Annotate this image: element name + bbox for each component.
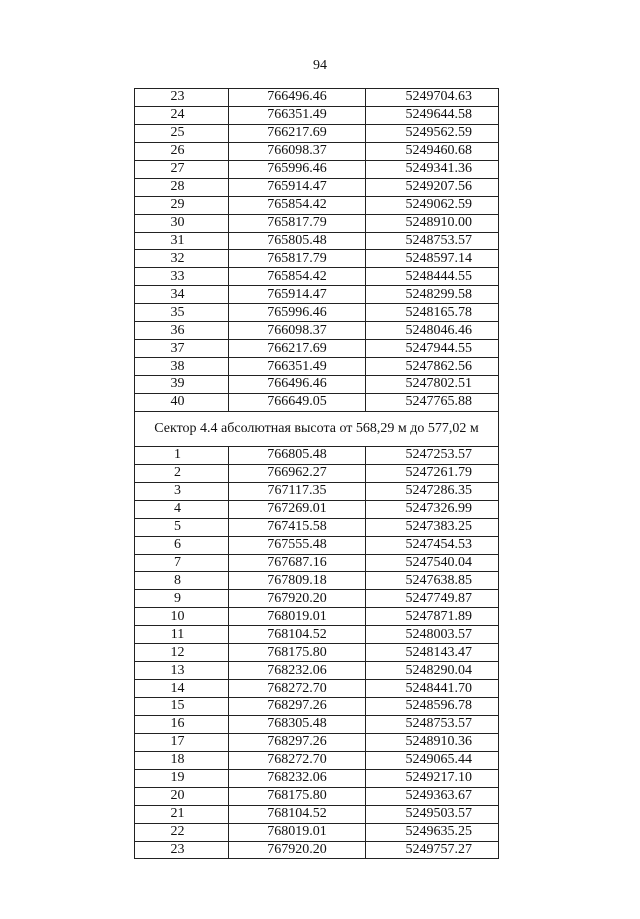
y-coordinate: 5247871.89 — [366, 608, 499, 626]
y-coordinate: 5248441.70 — [366, 680, 499, 698]
x-coordinate: 766351.49 — [229, 106, 366, 124]
point-number: 17 — [135, 733, 229, 751]
table-row — [135, 464, 499, 482]
x-coordinate: 765996.46 — [229, 304, 366, 322]
table-row — [135, 106, 499, 124]
y-coordinate: 5249207.56 — [366, 178, 499, 196]
point-number: 13 — [135, 662, 229, 680]
point-number: 39 — [135, 376, 229, 394]
point-number: 23 — [135, 841, 229, 859]
y-coordinate: 5247540.04 — [366, 554, 499, 572]
table-row — [135, 823, 499, 841]
x-coordinate: 766098.37 — [229, 142, 366, 160]
x-coordinate: 768019.01 — [229, 823, 366, 841]
y-coordinate: 5249644.58 — [366, 106, 499, 124]
table-row — [135, 769, 499, 787]
table-row — [135, 142, 499, 160]
page-number: 94 — [313, 58, 327, 73]
table-row — [135, 250, 499, 268]
y-coordinate: 5247862.56 — [366, 358, 499, 376]
point-number: 33 — [135, 268, 229, 286]
x-coordinate: 766496.46 — [229, 376, 366, 394]
point-number: 36 — [135, 322, 229, 340]
point-number: 23 — [135, 89, 229, 107]
x-coordinate: 766217.69 — [229, 340, 366, 358]
table-row — [135, 268, 499, 286]
point-number: 37 — [135, 340, 229, 358]
point-number: 25 — [135, 124, 229, 142]
table-row — [135, 446, 499, 464]
y-coordinate: 5248143.47 — [366, 644, 499, 662]
table-row — [135, 572, 499, 590]
x-coordinate: 765914.47 — [229, 178, 366, 196]
x-coordinate: 767117.35 — [229, 482, 366, 500]
table-row — [135, 358, 499, 376]
point-number: 3 — [135, 482, 229, 500]
table-row — [135, 178, 499, 196]
table-row — [135, 536, 499, 554]
table-row — [135, 698, 499, 716]
x-coordinate: 768104.52 — [229, 626, 366, 644]
table-row — [135, 841, 499, 859]
table-row — [135, 482, 499, 500]
x-coordinate: 765854.42 — [229, 196, 366, 214]
coordinates-table — [134, 88, 499, 859]
x-coordinate: 768297.26 — [229, 698, 366, 716]
x-coordinate: 768175.80 — [229, 644, 366, 662]
x-coordinate: 766649.05 — [229, 393, 366, 411]
x-coordinate: 768297.26 — [229, 733, 366, 751]
x-coordinate: 767269.01 — [229, 500, 366, 518]
point-number: 29 — [135, 196, 229, 214]
x-coordinate: 768272.70 — [229, 751, 366, 769]
table-row — [135, 89, 499, 107]
x-coordinate: 767920.20 — [229, 841, 366, 859]
y-coordinate: 5247253.57 — [366, 446, 499, 464]
y-coordinate: 5249704.63 — [366, 89, 499, 107]
y-coordinate: 5249562.59 — [366, 124, 499, 142]
table-row — [135, 608, 499, 626]
x-coordinate: 768272.70 — [229, 680, 366, 698]
point-number: 7 — [135, 554, 229, 572]
point-number: 35 — [135, 304, 229, 322]
x-coordinate: 766098.37 — [229, 322, 366, 340]
y-coordinate: 5249065.44 — [366, 751, 499, 769]
x-coordinate: 765854.42 — [229, 268, 366, 286]
table-row — [135, 160, 499, 178]
table-row — [135, 805, 499, 823]
y-coordinate: 5248753.57 — [366, 715, 499, 733]
point-number: 16 — [135, 715, 229, 733]
point-number: 18 — [135, 751, 229, 769]
y-coordinate: 5248165.78 — [366, 304, 499, 322]
table-row — [135, 393, 499, 411]
point-number: 6 — [135, 536, 229, 554]
table-row — [135, 644, 499, 662]
x-coordinate: 767809.18 — [229, 572, 366, 590]
sector-heading: Сектор 4.4 абсолютная высота от 568,29 м до 577,02 м — [135, 411, 499, 446]
table-row — [135, 286, 499, 304]
point-number: 5 — [135, 518, 229, 536]
y-coordinate: 5249460.68 — [366, 142, 499, 160]
table-row — [135, 626, 499, 644]
x-coordinate: 767687.16 — [229, 554, 366, 572]
y-coordinate: 5248910.00 — [366, 214, 499, 232]
y-coordinate: 5248046.46 — [366, 322, 499, 340]
x-coordinate: 768232.06 — [229, 769, 366, 787]
point-number: 19 — [135, 769, 229, 787]
table-row — [135, 376, 499, 394]
y-coordinate: 5249363.67 — [366, 787, 499, 805]
x-coordinate: 767920.20 — [229, 590, 366, 608]
point-number: 20 — [135, 787, 229, 805]
point-number: 21 — [135, 805, 229, 823]
y-coordinate: 5247286.35 — [366, 482, 499, 500]
point-number: 2 — [135, 464, 229, 482]
y-coordinate: 5247749.87 — [366, 590, 499, 608]
x-coordinate: 768232.06 — [229, 662, 366, 680]
point-number: 28 — [135, 178, 229, 196]
x-coordinate: 768175.80 — [229, 787, 366, 805]
coordinates-table-section-b — [135, 446, 499, 859]
y-coordinate: 5247383.25 — [366, 518, 499, 536]
y-coordinate: 5247765.88 — [366, 393, 499, 411]
table-row — [135, 751, 499, 769]
y-coordinate: 5249635.25 — [366, 823, 499, 841]
y-coordinate: 5247638.85 — [366, 572, 499, 590]
y-coordinate: 5249217.10 — [366, 769, 499, 787]
y-coordinate: 5248597.14 — [366, 250, 499, 268]
x-coordinate: 765817.79 — [229, 214, 366, 232]
x-coordinate: 768305.48 — [229, 715, 366, 733]
y-coordinate: 5248753.57 — [366, 232, 499, 250]
x-coordinate: 766496.46 — [229, 89, 366, 107]
x-coordinate: 766962.27 — [229, 464, 366, 482]
point-number: 4 — [135, 500, 229, 518]
point-number: 40 — [135, 393, 229, 411]
table-row — [135, 196, 499, 214]
x-coordinate: 765996.46 — [229, 160, 366, 178]
x-coordinate: 765914.47 — [229, 286, 366, 304]
point-number: 38 — [135, 358, 229, 376]
table-row — [135, 322, 499, 340]
point-number: 9 — [135, 590, 229, 608]
point-number: 22 — [135, 823, 229, 841]
table-row — [135, 500, 499, 518]
point-number: 30 — [135, 214, 229, 232]
table-row — [135, 680, 499, 698]
x-coordinate: 766805.48 — [229, 446, 366, 464]
point-number: 10 — [135, 608, 229, 626]
table-row — [135, 590, 499, 608]
y-coordinate: 5249062.59 — [366, 196, 499, 214]
table-row — [135, 304, 499, 322]
point-number: 15 — [135, 698, 229, 716]
point-number: 31 — [135, 232, 229, 250]
point-number: 1 — [135, 446, 229, 464]
point-number: 26 — [135, 142, 229, 160]
x-coordinate: 767415.58 — [229, 518, 366, 536]
y-coordinate: 5249341.36 — [366, 160, 499, 178]
point-number: 24 — [135, 106, 229, 124]
table-row — [135, 518, 499, 536]
table-row — [135, 733, 499, 751]
y-coordinate: 5247454.53 — [366, 536, 499, 554]
point-number: 32 — [135, 250, 229, 268]
point-number: 27 — [135, 160, 229, 178]
table-row — [135, 787, 499, 805]
x-coordinate: 768104.52 — [229, 805, 366, 823]
x-coordinate: 765805.48 — [229, 232, 366, 250]
point-number: 12 — [135, 644, 229, 662]
table-row — [135, 340, 499, 358]
point-number: 14 — [135, 680, 229, 698]
x-coordinate: 766351.49 — [229, 358, 366, 376]
table-row — [135, 214, 499, 232]
x-coordinate: 767555.48 — [229, 536, 366, 554]
x-coordinate: 768019.01 — [229, 608, 366, 626]
sector-heading-row — [135, 411, 499, 446]
coordinates-table-section-a — [135, 89, 499, 412]
y-coordinate: 5247326.99 — [366, 500, 499, 518]
y-coordinate: 5249503.57 — [366, 805, 499, 823]
y-coordinate: 5248290.04 — [366, 662, 499, 680]
y-coordinate: 5248299.58 — [366, 286, 499, 304]
table-row — [135, 232, 499, 250]
x-coordinate: 766217.69 — [229, 124, 366, 142]
point-number: 8 — [135, 572, 229, 590]
y-coordinate: 5247802.51 — [366, 376, 499, 394]
x-coordinate: 765817.79 — [229, 250, 366, 268]
table-row — [135, 662, 499, 680]
y-coordinate: 5248910.36 — [366, 733, 499, 751]
y-coordinate: 5248003.57 — [366, 626, 499, 644]
table-row — [135, 715, 499, 733]
y-coordinate: 5248596.78 — [366, 698, 499, 716]
y-coordinate: 5247944.55 — [366, 340, 499, 358]
y-coordinate: 5247261.79 — [366, 464, 499, 482]
y-coordinate: 5248444.55 — [366, 268, 499, 286]
point-number: 11 — [135, 626, 229, 644]
table-row — [135, 124, 499, 142]
sector-heading-section — [135, 411, 499, 446]
point-number: 34 — [135, 286, 229, 304]
table-row — [135, 554, 499, 572]
y-coordinate: 5249757.27 — [366, 841, 499, 859]
